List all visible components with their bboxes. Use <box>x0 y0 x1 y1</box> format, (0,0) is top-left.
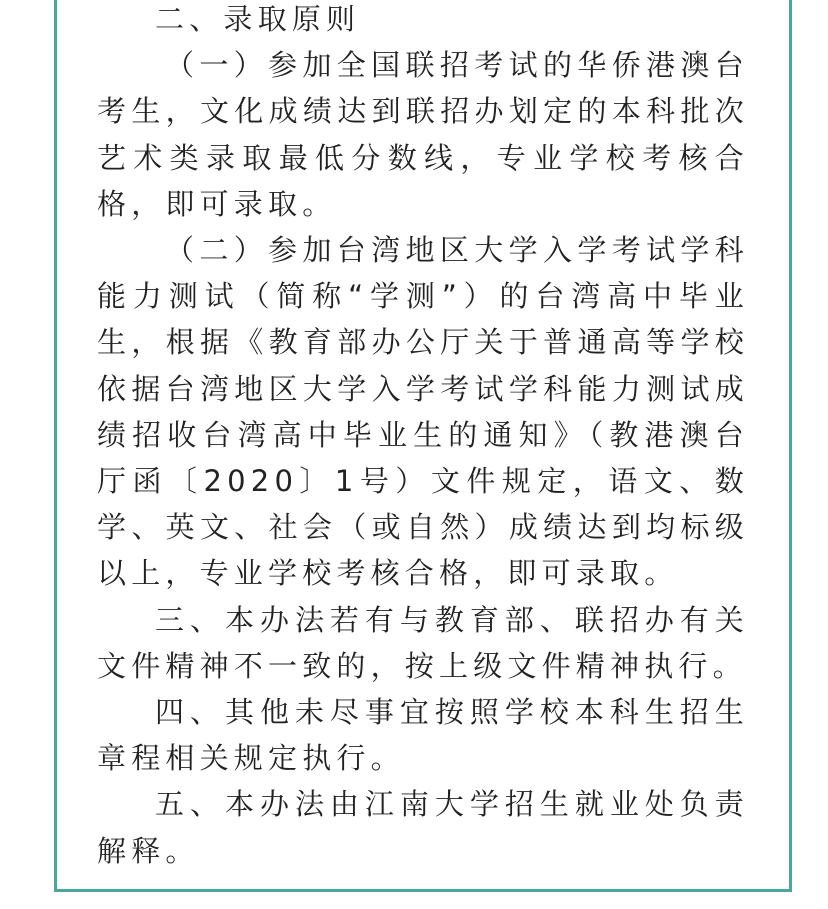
paragraph-overseas-candidates: （一）参加全国联招考试的华侨港澳台考生，文化成绩达到联招办划定的本科批次艺术类录取最低分数线，专业学校考核合格，即可录取。 <box>97 48 749 221</box>
paragraph-section-four: 四、其他未尽事宜按照学校本科生招生章程相关规定执行。 <box>97 695 749 776</box>
paragraph-section-three: 三、本办法若有与教育部、联招办有关文件精神不一致的，按上级文件精神执行。 <box>97 602 749 683</box>
paragraph-taiwan-candidates: （二）参加台湾地区大学入学考试学科能力测试（简称“学测”）的台湾高中毕业生，根据《教育部办公厅关于普通高等学校依据台湾地区大学入学考试学科能力测试成绩招收台湾高中毕业生的通知》（教港澳台厅函〔2020〕1号）文件规定，语文、数学、英文、社会（或自然）成绩达到均标级以上，专业学校考核合格，即可录取。 <box>97 233 749 591</box>
document-body <box>97 0 749 874</box>
section-heading-admission-principles: 二、录取原则 <box>155 2 361 36</box>
paragraph-section-five: 五、本办法由江南大学招生就业处负责解释。 <box>97 787 749 868</box>
